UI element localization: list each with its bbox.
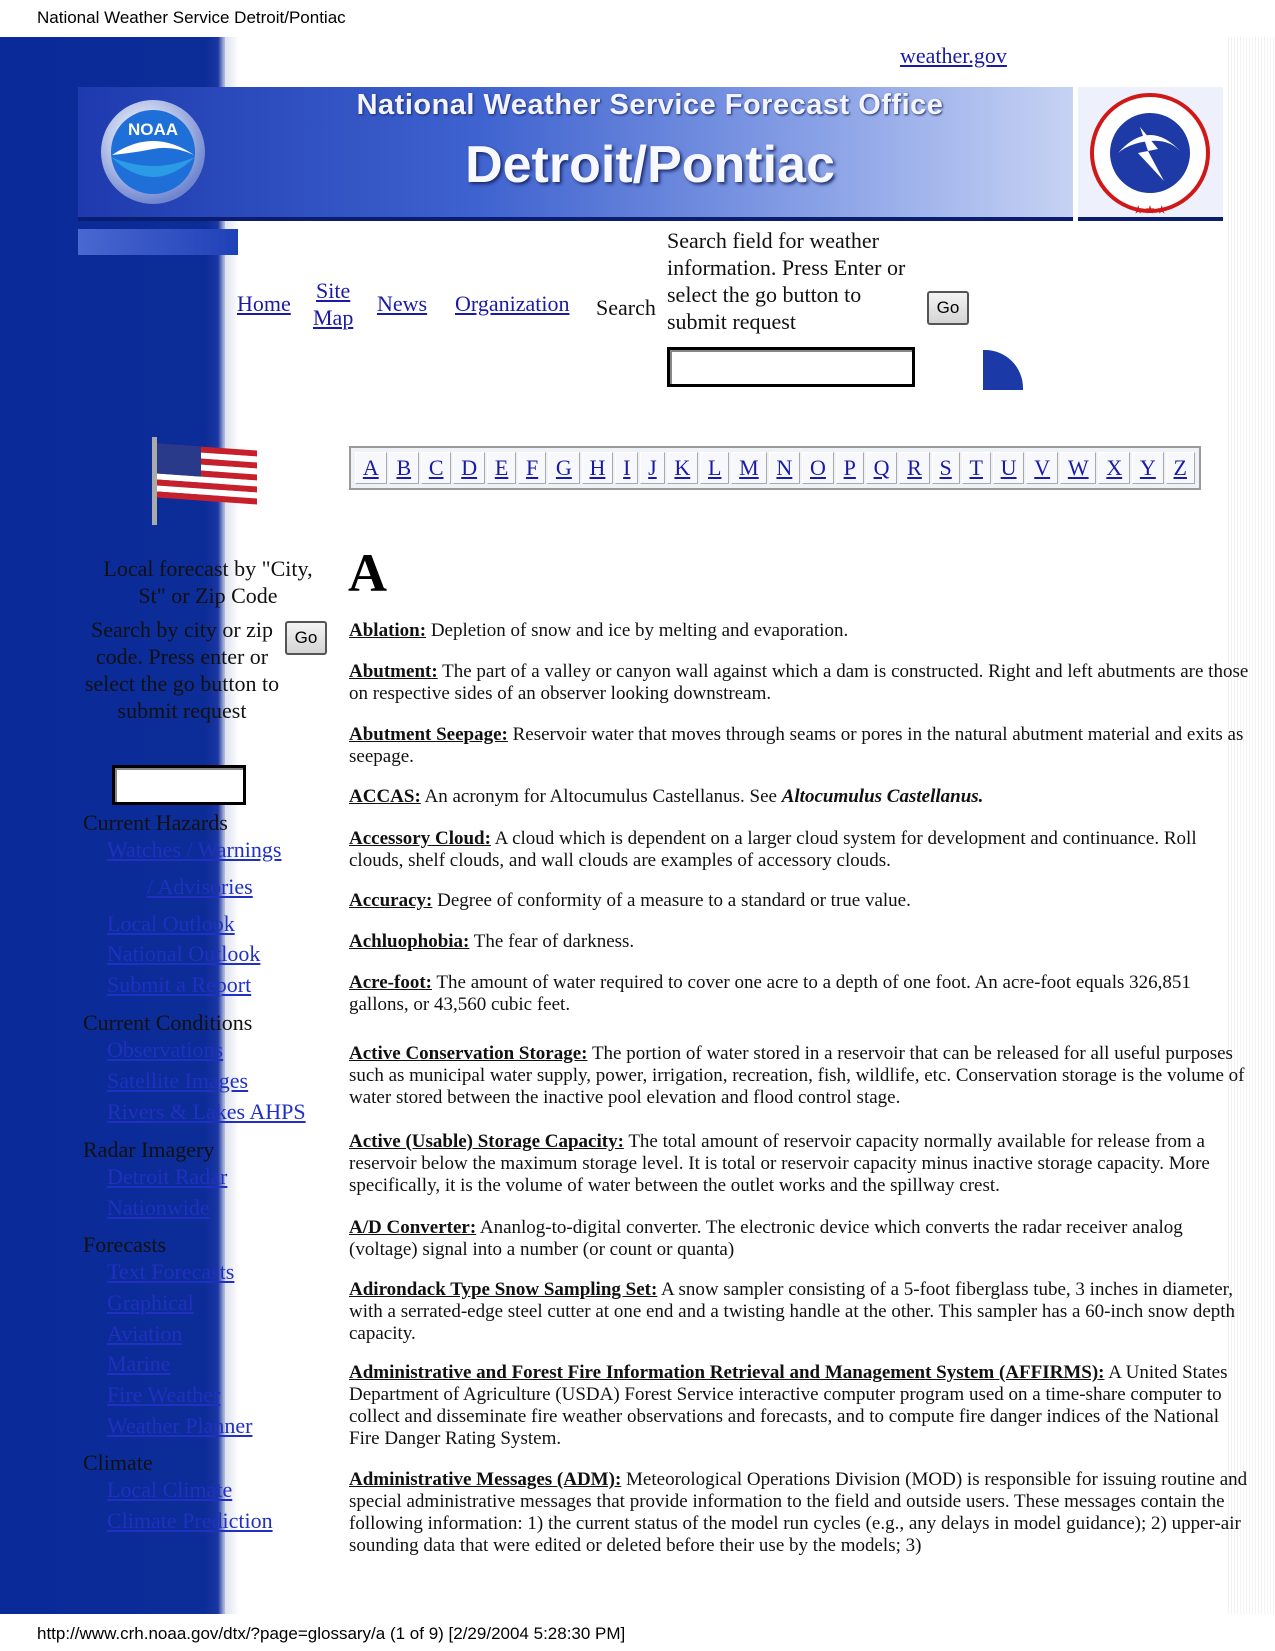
glossary-term: Abutment:: [349, 661, 438, 682]
banner-title: National Weather Service Forecast Office: [356, 89, 944, 121]
alphabet-link-i[interactable]: I: [615, 452, 638, 484]
glossary-entry: [349, 1469, 1249, 1557]
alphabet-link-j[interactable]: J: [640, 452, 664, 484]
alphabet-link-g[interactable]: G: [548, 452, 580, 484]
glossary-definition: The total amount of reservoir capacity normally available for release from a reservoir below the maximum storage level. It is total or reservoir capacity minus inactive storage capacity. More specifically, it is the volume of water between the outlet works and the spillway crest.: [349, 1131, 1210, 1196]
glossary-entry: [349, 724, 1249, 768]
section-forecasts: Forecasts: [83, 1232, 167, 1257]
glossary-definition: A cloud which is dependent on a larger cloud system for development and continuance. Roll clouds, shelf clouds, and wall clouds are examples of accessory clouds.: [349, 828, 1197, 871]
glossary-term: Adirondack Type Snow Sampling Set:: [349, 1279, 658, 1300]
glossary-term: Accessory Cloud:: [349, 828, 491, 849]
print-footer: http://www.crh.noaa.gov/dtx/?page=glossary/a (1 of 9) [2/29/2004 5:28:30 PM]: [37, 1624, 626, 1643]
alphabet-link-e[interactable]: E: [487, 452, 516, 484]
glossary-entry: [349, 828, 1249, 872]
noaa-logo-text: NOAA: [127, 120, 179, 139]
glossary-definition: The part of a valley or canyon wall against which a dam is constructed. Right and left abutments are those on respective sides of an observer looking downstream.: [349, 661, 1249, 704]
glossary-term: Accuracy:: [349, 890, 433, 911]
link-aviation[interactable]: Aviation: [107, 1321, 183, 1346]
section-climate: Climate: [83, 1450, 153, 1475]
nws-logo-icon[interactable]: [1078, 87, 1223, 221]
glossary-entry: [349, 972, 1249, 1016]
alphabet-link-u[interactable]: U: [993, 452, 1025, 484]
link-rivers-lakes[interactable]: Rivers & Lakes AHPS: [107, 1099, 306, 1124]
glossary-definition: Ananlog-to-digital converter. The electronic device which converts the radar receiver analog (voltage) signal into a number (or count or quanta): [349, 1217, 1183, 1260]
section-current-hazards: Current Hazards: [83, 810, 228, 835]
alphabet-link-x[interactable]: X: [1098, 452, 1130, 484]
glossary-entry: [349, 931, 1249, 953]
glossary-entry: [349, 786, 1249, 808]
alphabet-link-r[interactable]: R: [899, 452, 929, 484]
link-local-outlook[interactable]: Local Outlook: [107, 911, 235, 936]
nav-home-link[interactable]: Home: [237, 291, 291, 316]
city-search-go-button[interactable]: Go: [285, 621, 327, 655]
alphabet-link-h[interactable]: H: [582, 452, 614, 484]
alphabet-link-k[interactable]: K: [667, 452, 699, 484]
banner-office-name: Detroit/Pontiac: [465, 136, 835, 194]
link-fire-weather[interactable]: Fire Weather: [107, 1382, 221, 1407]
search-label: Search: [596, 295, 656, 320]
nav-site-map-link[interactable]: [313, 277, 353, 331]
site-search-input[interactable]: [667, 347, 915, 387]
link-detroit-radar[interactable]: Detroit Radar: [107, 1164, 228, 1189]
glossary-term: ACCAS:: [349, 786, 421, 807]
alphabet-link-z[interactable]: Z: [1166, 452, 1195, 484]
alphabet-link-l[interactable]: L: [700, 452, 729, 484]
glossary-entry: [349, 1131, 1249, 1197]
glossary-entry: [349, 1043, 1249, 1109]
section-letter-heading: A: [348, 543, 387, 603]
nws-logo-box: [1078, 87, 1223, 221]
glossary-term: Active Conservation Storage:: [349, 1043, 588, 1064]
alphabet-link-o[interactable]: O: [802, 452, 834, 484]
alphabet-link-p[interactable]: P: [836, 452, 864, 484]
glossary-definition: The portion of water stored in a reservoir that can be released for all useful purposes such as municipal water supply, power, irrigation, recreation, fish, wildlife, etc. Conservation storage is the volume of water stored between the inactive pool elevation and flood control stage.: [349, 1043, 1245, 1108]
search-hint: Search field for weather information. Press Enter or select the go button to submit request: [667, 228, 906, 334]
nav-site-map-line2: Map: [313, 305, 354, 330]
alphabet-link-d[interactable]: D: [453, 452, 485, 484]
alphabet-link-m[interactable]: M: [731, 452, 766, 484]
link-weather-planner[interactable]: Weather Planner: [107, 1413, 253, 1438]
glossary-term: Ablation:: [349, 620, 427, 641]
alphabet-link-y[interactable]: Y: [1132, 452, 1164, 484]
glossary-definition: Reservoir water that moves through seams or pores in the natural abutment material and exits as seepage.: [349, 724, 1244, 767]
link-local-climate[interactable]: Local Climate: [107, 1477, 233, 1502]
link-observations[interactable]: Observations: [107, 1037, 224, 1062]
alphabet-link-v[interactable]: V: [1026, 452, 1058, 484]
alphabet-link-t[interactable]: T: [962, 452, 991, 484]
noaa-logo-icon[interactable]: [98, 97, 208, 207]
glossary-entry: [349, 661, 1249, 705]
glossary-term: Administrative Messages (ADM):: [349, 1469, 622, 1490]
print-header: National Weather Service Detroit/Pontiac: [37, 8, 346, 27]
nav-site-map-line1: Site: [316, 278, 351, 303]
alphabet-link-q[interactable]: Q: [866, 452, 898, 484]
glossary-term: Acre-foot:: [349, 972, 432, 993]
glossary-definition: An acronym for Altocumulus Castellanus. See: [424, 786, 777, 807]
glossary-definition: The amount of water required to cover one acre to a depth of one foot. An acre-foot equals 326,851 gallons, or 43,560 cubic feet.: [349, 972, 1191, 1015]
link-submit-report[interactable]: Submit a Report: [107, 972, 252, 997]
alphabet-link-f[interactable]: F: [518, 452, 546, 484]
glossary-definition: Depletion of snow and ice by melting and evaporation.: [430, 620, 849, 641]
glossary-entry: [349, 1217, 1249, 1261]
alphabet-link-s[interactable]: S: [932, 452, 960, 484]
glossary-entry: [349, 1362, 1249, 1450]
glossary-term: Achluophobia:: [349, 931, 470, 952]
banner-tab-decoration: [78, 229, 238, 255]
alphabet-link-w[interactable]: W: [1060, 452, 1096, 484]
us-flag-icon: [150, 437, 262, 525]
glossary-term: A/D Converter:: [349, 1217, 477, 1238]
glossary-see-reference: Altocumulus Castellanus.: [781, 786, 984, 807]
nav-organization-link[interactable]: Organization: [455, 291, 570, 316]
alphabet-link-b[interactable]: B: [389, 452, 419, 484]
alphabet-link-a[interactable]: A: [355, 452, 387, 484]
link-nationwide[interactable]: Nationwide: [107, 1195, 210, 1220]
link-national-outlook[interactable]: National Outlook: [107, 941, 261, 966]
link-advisories[interactable]: / Advisories: [147, 874, 253, 899]
link-marine[interactable]: Marine: [107, 1351, 171, 1376]
site-search-go-button[interactable]: Go: [927, 291, 969, 325]
glossary-definition: A snow sampler consisting of a 5-foot fiberglass tube, 3 inches in diameter, with a serrated-edge steel cutter at one end and a twisting handle at the other. This sampler has a 60-inch snow depth capacity.: [349, 1279, 1236, 1344]
link-satellite-images[interactable]: Satellite Images: [107, 1068, 249, 1093]
link-watches-warnings[interactable]: Watches / Warnings: [107, 837, 282, 862]
nav-news-link[interactable]: News: [377, 291, 428, 316]
alphabet-link-n[interactable]: N: [769, 452, 801, 484]
section-radar-imagery: Radar Imagery: [83, 1137, 215, 1162]
glossary-definition: The fear of darkness.: [473, 931, 635, 952]
glossary-entry: [349, 1279, 1249, 1345]
link-graphical[interactable]: Graphical: [107, 1290, 194, 1315]
glossary-entry: [349, 620, 1249, 642]
office-banner: [78, 87, 1073, 221]
glossary-definition: Meteorological Operations Division (MOD) is responsible for issuing routine and special administrative messages that provide information to the field and outside users. These messages contain the following information: 1) the current status of the model run cycles (e.g., any delays in model guidance); 2) upper-air sounding data that were edited or deleted before their use by the models; 3): [349, 1469, 1248, 1556]
alphabet-link-c[interactable]: C: [421, 452, 451, 484]
city-zip-input[interactable]: [112, 765, 246, 805]
glossary-entry: [349, 890, 1249, 912]
search-corner-decoration: [983, 350, 1023, 390]
glossary-term: Abutment Seepage:: [349, 724, 508, 745]
section-current-conditions: Current Conditions: [83, 1010, 253, 1035]
local-forecast-title: Local forecast by "City, St" or Zip Code: [103, 556, 313, 608]
svg-text:★ ★ ★: ★ ★ ★: [1133, 205, 1167, 216]
city-search-hint: Search by city or zip code. Press enter or select the go button to submit request: [84, 617, 280, 723]
glossary-term: Active (Usable) Storage Capacity:: [349, 1131, 624, 1152]
alphabet-index: [349, 446, 1201, 490]
glossary-definition: A United States Department of Agriculture (USDA) Forest Service interactive computer program used on a time-share computer to collect and disseminate fire weather observations and forecasts, and to compute fire danger indices of the National Fire Danger Rating System.: [349, 1362, 1228, 1449]
glossary-definition: Degree of conformity of a measure to a standard or true value.: [437, 890, 911, 911]
link-climate-prediction[interactable]: Climate Prediction: [107, 1508, 273, 1533]
weather-gov-link[interactable]: weather.gov: [900, 43, 1007, 68]
link-text-forecasts[interactable]: Text Forecasts: [107, 1259, 235, 1284]
glossary-term: Administrative and Forest Fire Information Retrieval and Management System (AFFIRMS):: [349, 1362, 1105, 1383]
